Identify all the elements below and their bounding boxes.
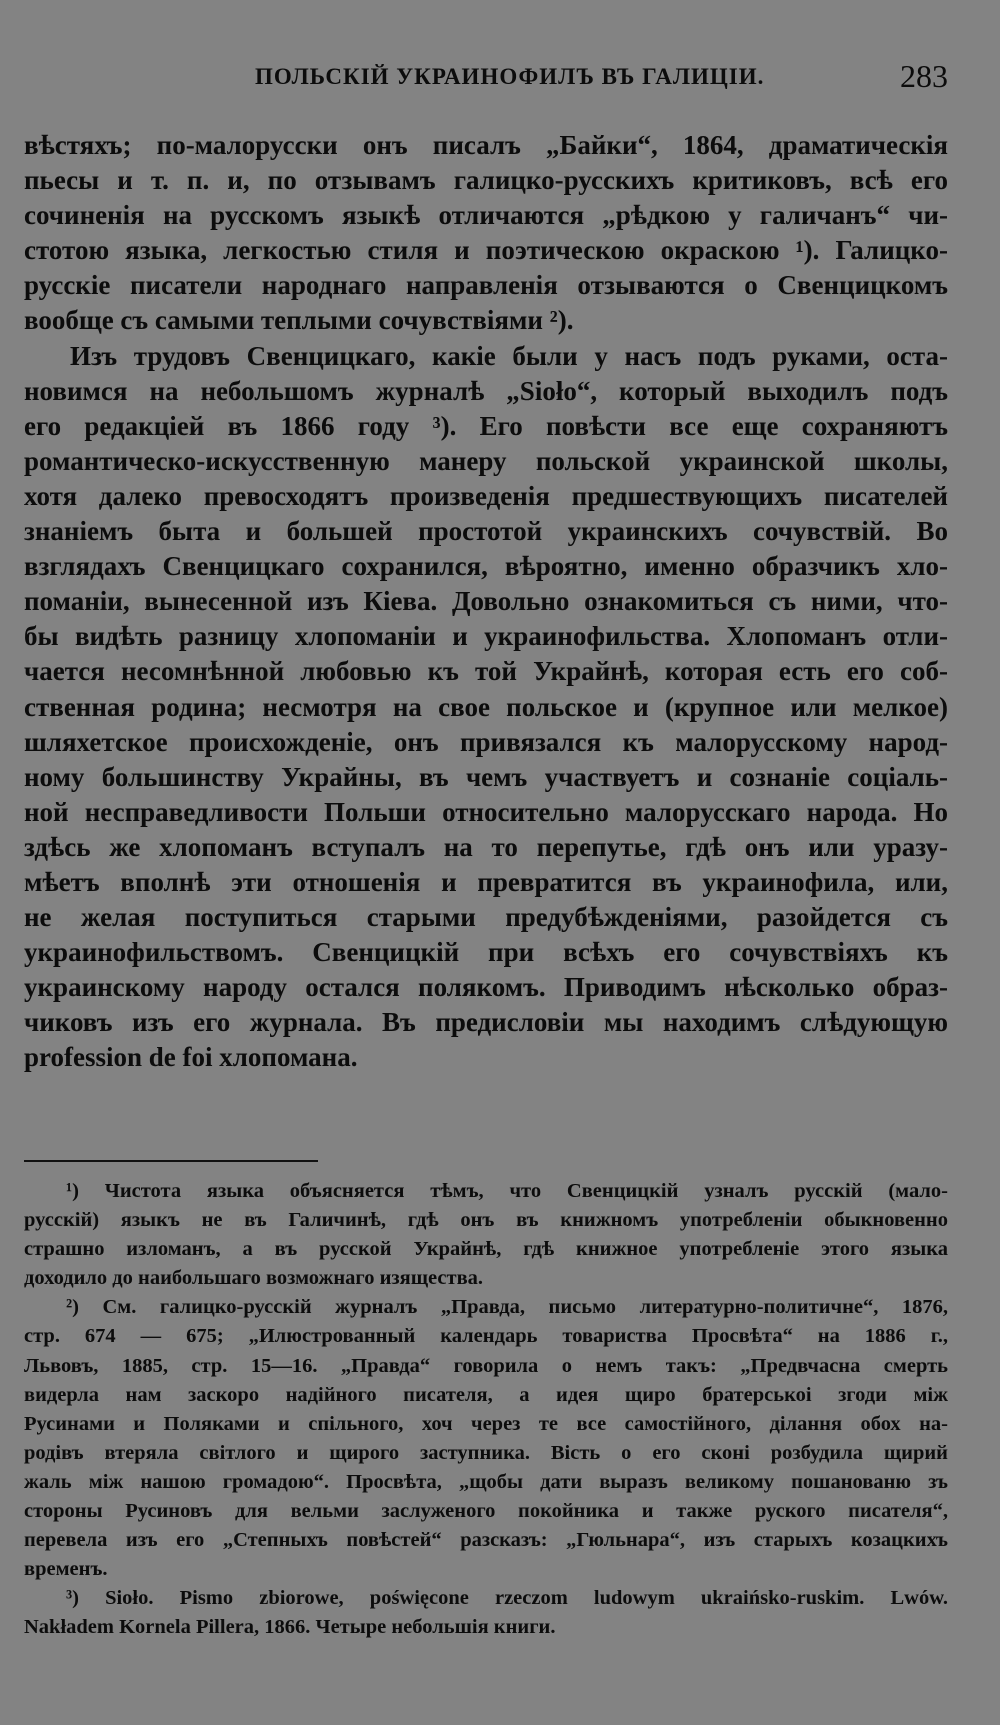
text-line: пьесы и т. п. и, по отзывамъ галицко-русскихъ критиковъ, всѣ его <box>24 165 948 196</box>
page-number: 283 <box>900 58 948 94</box>
footnote-line: стр. 674 — 675; „Илюстрованный календарь товариства Просвѣта“ на 1886 г., <box>24 1325 948 1348</box>
text-line: чиковъ изъ его журнала. Въ предисловіи мы находимъ слѣдующую <box>24 1007 948 1038</box>
footnote-line: жаль між нашою громадою“. Просвѣта, „щобы дати выразъ великому пошанованю зъ <box>24 1470 948 1493</box>
footnote-line: Nakładem Kornela Pillera, 1866. Четыре небольшія книги. <box>24 1616 556 1639</box>
text-line: вообще съ самыми теплыми сочувствіями ²). <box>24 305 574 336</box>
text-line: сочиненія на русскомъ языкѣ отличаются „рѣдкою у галичанъ“ чи- <box>24 200 948 231</box>
text-line: шляхетское происхожденіе, онъ привязался къ малорусскому народ- <box>24 726 948 757</box>
text-line: русскіе писатели народнаго направленія отзываются о Свенцицкомъ <box>24 270 948 301</box>
running-title: ПОЛЬСКІЙ УКРАИНОФИЛЪ ВЪ ГАЛИЦІИ. <box>255 64 765 89</box>
footnote-line: русскій) языкъ не въ Галичинѣ, гдѣ онъ въ книжномъ употребленіи обыкновенно <box>24 1209 948 1232</box>
footnote-line: стороны Русиновъ для вельми заслуженого покойника и также руского писателя“, <box>24 1500 948 1523</box>
text-line: вѣстяхъ; по-малорусски онъ писалъ „Байки“, 1864, драматическія <box>24 130 948 160</box>
footnote-line: доходило до наибольшаго возможнаго изящества. <box>24 1267 484 1290</box>
footnote-line: временъ. <box>24 1558 108 1581</box>
text-line: хотя далеко превосходятъ произведенія предшествующихъ писателей <box>24 480 948 511</box>
footnotes <box>24 1177 948 1643</box>
text-line: поманіи, вынесенной изъ Кіева. Довольно ознакомиться съ ними, что- <box>24 586 948 617</box>
main-text <box>24 128 948 1076</box>
text-line: чается несомнѣнной любовью къ той Украйнѣ, которая есть его соб- <box>24 656 948 687</box>
text-line: знаніемъ быта и большей простотой украинскихъ сочувствій. Во <box>24 516 948 547</box>
footnote-line: ²) См. галицко-русскій журналъ „Правда, письмо литературно-политичне“, 1876, <box>66 1296 948 1319</box>
text-line: стотою языка, легкостью стиля и поэтическою окраскою ¹). Галицко- <box>24 235 948 266</box>
text-line: украинскому народу остался полякомъ. Приводимъ нѣсколько образ- <box>24 972 948 1003</box>
text-line: новимся на небольшомъ журналѣ „Sioło“, который выходилъ подъ <box>24 375 948 406</box>
footnote-line: перевела изъ его „Степныхъ повѣстей“ разсказъ: „Гюльнара“, изъ старыхъ козацкихъ <box>24 1529 948 1552</box>
text-line: profession de foi хлопомана. <box>24 1042 358 1073</box>
footnote-line: страшно изломанъ, а въ русской Украйнѣ, гдѣ книжное употребленіе этого языка <box>24 1238 948 1261</box>
footnote-line: родівъ втеряла світлого и щирого заступника. Вість о его сконі розбудила щирий <box>24 1441 948 1464</box>
text-line: не желая поступиться старыми предубѣжденіями, разойдется съ <box>24 902 948 933</box>
footnote-line: Львовъ, 1885, стр. 15—16. „Правда“ говорила о немъ такъ: „Предвчасна смерть <box>24 1354 948 1377</box>
footnote-line: Русинами и Поляками и спільного, хоч через те все самостійного, ділання обох на- <box>24 1412 948 1435</box>
text-line: украинофильствомъ. Свенцицкій при всѣхъ его сочувствіяхъ къ <box>24 937 948 968</box>
text-line: ной несправедливости Польши относительно малорусскаго народа. Но <box>24 796 948 827</box>
footnote-separator <box>24 1160 318 1162</box>
text-line: ственная родина; несмотря на свое польское и (крупное или мелкое) <box>24 691 948 722</box>
text-line: бы видѣть разницу хлопоманіи и украинофильства. Хлопоманъ отли- <box>24 621 948 652</box>
footnote-line: ¹) Чистота языка объясняется тѣмъ, что Свенцицкій узналъ русскій (мало- <box>66 1180 948 1202</box>
text-line: романтическо-искусственную манеру польской украинской школы, <box>24 445 948 476</box>
text-line: ному большинству Украйны, въ чемъ участвуетъ и сознаніе соціаль- <box>24 761 948 792</box>
text-line: взглядахъ Свенцицкаго сохранился, вѣроятно, именно образчикъ хло- <box>24 551 948 582</box>
text-line: его редакціей въ 1866 году ³). Его повѣсти все еще сохраняютъ <box>24 410 948 441</box>
text-line: здѣсь же хлопоманъ вступалъ на то перепутье, гдѣ онъ или уразу- <box>24 831 948 862</box>
footnote-line: ³) Sioło. Pismo zbiorowe, poświęcone rzeczom ludowym ukraińsko-ruskim. Lwów. <box>66 1587 948 1610</box>
footnote-line: видерла нам заскоро надійного писателя, а идея щиро братерськоі згоди між <box>24 1383 948 1406</box>
text-line: мѣетъ вполнѣ эти отношенія и превратится въ украинофила, или, <box>24 866 948 897</box>
text-line: Изъ трудовъ Свенцицкаго, какіе были у насъ подъ руками, оста- <box>70 340 948 371</box>
